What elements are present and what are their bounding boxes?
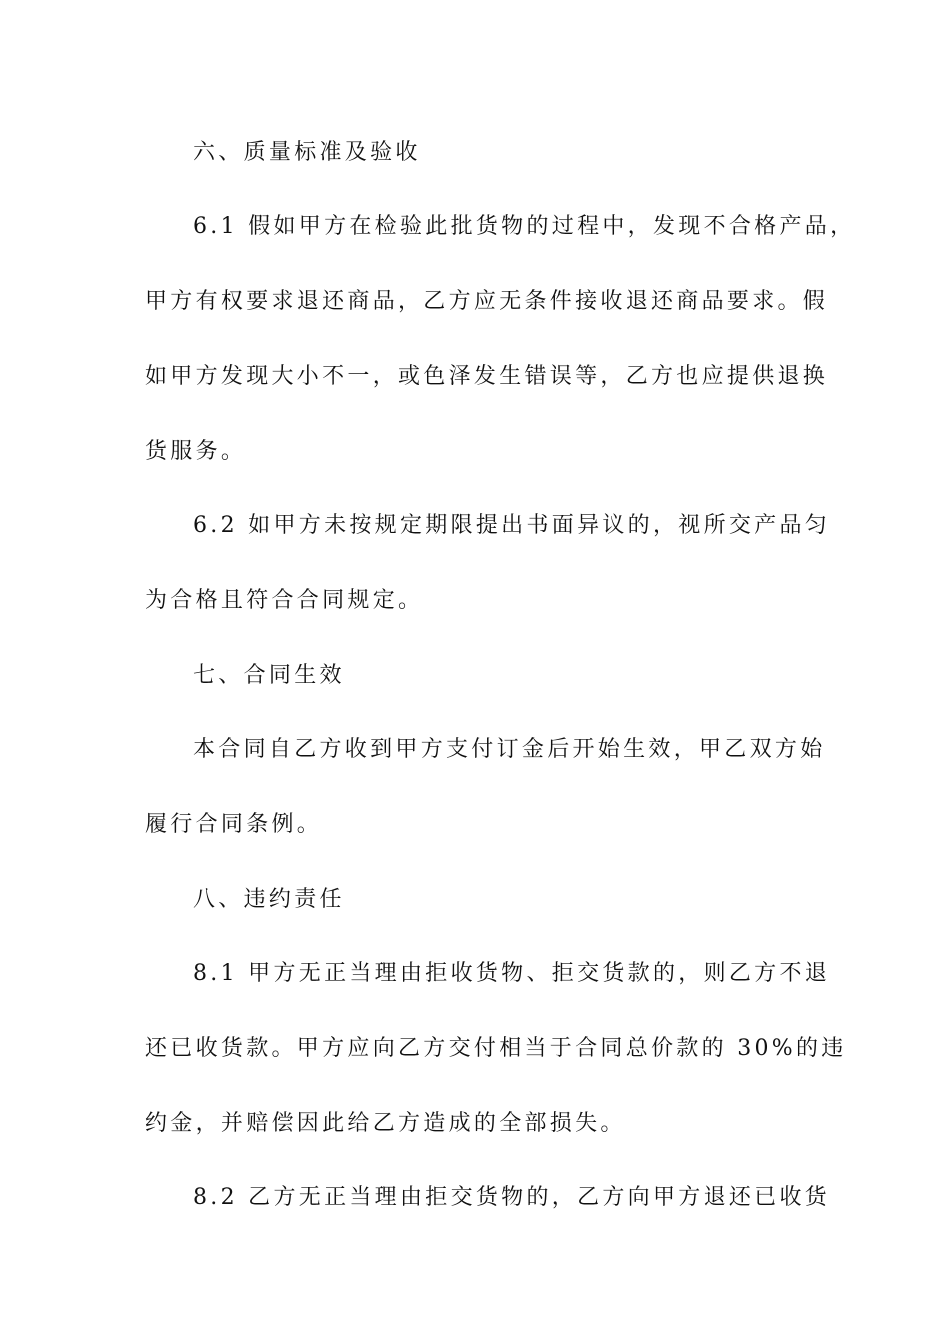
section-heading-liability: 八、违约责任 xyxy=(193,887,345,912)
section-heading-effectiveness: 七、合同生效 xyxy=(193,663,345,688)
clause-6-1-line-2: 甲方有权要求退还商品，乙方应无条件接收退还商品要求。假 xyxy=(145,289,829,314)
effectiveness-line-2: 履行合同条例。 xyxy=(145,812,323,837)
clause-6-1-line-4: 货服务。 xyxy=(145,439,247,464)
clause-8-1-line-2: 还已收货款。甲方应向乙方交付相当于合同总价款的 30%的违 xyxy=(145,1036,847,1061)
clause-8-2-line-1: 8.2 乙方无正当理由拒交货物的，乙方向甲方退还已收货 xyxy=(193,1185,831,1210)
clause-8-1-line-3: 约金，并赔偿因此给乙方造成的全部损失。 xyxy=(145,1111,626,1136)
section-heading-quality: 六、质量标准及验收 xyxy=(193,140,421,165)
effectiveness-line-1: 本合同自乙方收到甲方支付订金后开始生效，甲乙双方始 xyxy=(193,737,826,762)
clause-6-1-line-3: 如甲方发现大小不一，或色泽发生错误等，乙方也应提供退换 xyxy=(145,364,829,389)
clause-6-2-line-2: 为合格且符合合同规定。 xyxy=(145,588,424,613)
clause-6-1-line-1: 6.1 假如甲方在检验此批货物的过程中，发现不合格产品， xyxy=(193,214,856,239)
clause-8-1-line-1: 8.1 甲方无正当理由拒收货物、拒交货款的，则乙方不退 xyxy=(193,961,831,986)
clause-6-2-line-1: 6.2 如甲方未按规定期限提出书面异议的，视所交产品匀 xyxy=(193,513,831,538)
